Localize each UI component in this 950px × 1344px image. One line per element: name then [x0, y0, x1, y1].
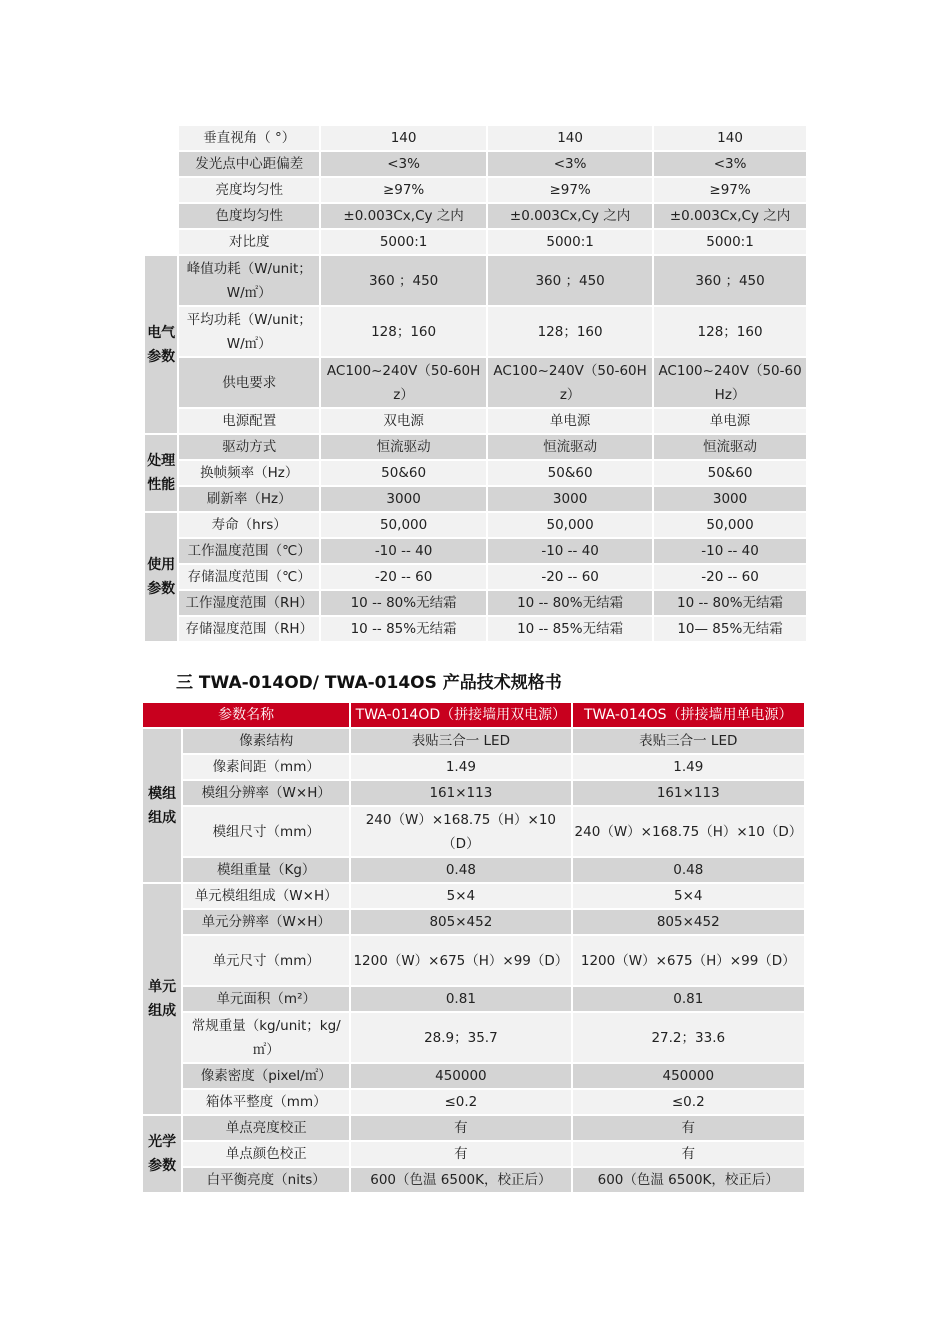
spec-table-continued: [143, 124, 808, 643]
value-cell: 0.81: [351, 987, 570, 1011]
table-row: [143, 1142, 804, 1166]
param-label: 白平衡亮度（nits）: [183, 1168, 349, 1192]
param-label: 像素密度（pixel/㎡）: [183, 1064, 349, 1088]
param-label: 驱动方式: [179, 435, 319, 459]
value-cell: 1200（W）×675（H）×99（D）: [573, 936, 804, 985]
param-label: 存储湿度范围（RH）: [179, 617, 319, 641]
table-row: [145, 539, 806, 563]
table-row: [145, 358, 806, 407]
param-label: 单点亮度校正: [183, 1116, 349, 1140]
value-cell: 600（色温 6500K，校正后）: [351, 1168, 570, 1192]
value-cell: 10 -- 85%无结霜: [488, 617, 652, 641]
blank-category-cell: [145, 230, 177, 254]
value-cell: 50,000: [321, 513, 486, 537]
value-cell: -20 -- 60: [654, 565, 806, 589]
value-cell: 有: [573, 1142, 804, 1166]
param-label: 箱体平整度（mm）: [183, 1090, 349, 1114]
value-cell: 10— 85%无结霜: [654, 617, 806, 641]
value-cell: 360 ；450: [321, 256, 486, 305]
value-cell: ≥97%: [654, 178, 806, 202]
category-optical: 光学参数: [143, 1116, 181, 1192]
value-cell: 161×113: [573, 781, 804, 805]
blank-category-cell: [145, 178, 177, 202]
value-cell: AC100~240V（50-60Hz）: [488, 358, 652, 407]
table-row: [145, 307, 806, 356]
table-row: [143, 910, 804, 934]
table-row: [143, 936, 804, 985]
value-cell: ≤0.2: [573, 1090, 804, 1114]
value-cell: 27.2；33.6: [573, 1013, 804, 1062]
param-label: 工作温度范围（℃）: [179, 539, 319, 563]
value-cell: 450000: [573, 1064, 804, 1088]
value-cell: 5000:1: [654, 230, 806, 254]
value-cell: 10 -- 80%无结霜: [321, 591, 486, 615]
table-row: [145, 204, 806, 228]
section-title: 三 TWA-014OD/ TWA-014OS 产品技术规格书: [176, 673, 562, 693]
table-row: [143, 781, 804, 805]
param-label: 对比度: [179, 230, 319, 254]
table-row: [145, 256, 806, 305]
param-label: 像素间距（mm）: [183, 755, 349, 779]
value-cell: 双电源: [321, 409, 486, 433]
value-cell: 0.81: [573, 987, 804, 1011]
value-cell: -10 -- 40: [321, 539, 486, 563]
value-cell: 表贴三合一 LED: [351, 729, 570, 753]
table-row: [145, 230, 806, 254]
value-cell: 128；160: [488, 307, 652, 356]
param-label: 单元模组组成（W×H）: [183, 884, 349, 908]
table-row: [143, 755, 804, 779]
value-cell: 有: [351, 1116, 570, 1140]
table-row: [143, 729, 804, 753]
value-cell: ±0.003Cx,Cy 之内: [321, 204, 486, 228]
value-cell: <3%: [321, 152, 486, 176]
table-row: [143, 858, 804, 882]
param-label: 模组分辨率（W×H）: [183, 781, 349, 805]
table-row: [145, 152, 806, 176]
value-cell: <3%: [654, 152, 806, 176]
value-cell: 240（W）×168.75（H）×10（D）: [351, 807, 570, 856]
value-cell: 恒流驱动: [654, 435, 806, 459]
value-cell: AC100~240V（50-60Hz）: [654, 358, 806, 407]
table-row: [143, 1064, 804, 1088]
value-cell: 0.48: [573, 858, 804, 882]
table-row: [145, 487, 806, 511]
table-row: [143, 1090, 804, 1114]
param-label: 单元尺寸（mm）: [183, 936, 349, 985]
value-cell: 有: [573, 1116, 804, 1140]
param-label: 色度均匀性: [179, 204, 319, 228]
value-cell: 360 ；450: [654, 256, 806, 305]
blank-category-cell: [145, 126, 177, 150]
param-label: 常规重量（kg/unit；kg/㎡）: [183, 1013, 349, 1062]
param-label: 单元面积（m²）: [183, 987, 349, 1011]
table-row: [143, 987, 804, 1011]
value-cell: 1.49: [573, 755, 804, 779]
value-cell: 10 -- 80%无结霜: [488, 591, 652, 615]
header-param-name: 参数名称: [143, 703, 349, 727]
value-cell: <3%: [488, 152, 652, 176]
header-row: [143, 703, 804, 727]
value-cell: 50,000: [654, 513, 806, 537]
value-cell: ±0.003Cx,Cy 之内: [488, 204, 652, 228]
value-cell: 3000: [488, 487, 652, 511]
table-row: [143, 807, 804, 856]
table-row: [145, 178, 806, 202]
value-cell: ≤0.2: [351, 1090, 570, 1114]
value-cell: 140: [654, 126, 806, 150]
value-cell: 5×4: [351, 884, 570, 908]
param-label: 单元分辨率（W×H）: [183, 910, 349, 934]
param-label: 存储温度范围（℃）: [179, 565, 319, 589]
header-model-os: TWA-014OS（拼接墙用单电源）: [573, 703, 804, 727]
table-row: [143, 1013, 804, 1062]
value-cell: 600（色温 6500K，校正后）: [573, 1168, 804, 1192]
value-cell: ≥97%: [488, 178, 652, 202]
value-cell: 恒流驱动: [488, 435, 652, 459]
value-cell: 1200（W）×675（H）×99（D）: [351, 936, 570, 985]
value-cell: 28.9；35.7: [351, 1013, 570, 1062]
value-cell: 360 ；450: [488, 256, 652, 305]
value-cell: 240（W）×168.75（H）×10（D）: [573, 807, 804, 856]
value-cell: 3000: [654, 487, 806, 511]
table-row: [145, 513, 806, 537]
table-row: [145, 565, 806, 589]
category-processing: 处理性能: [145, 435, 177, 511]
param-label: 像素结构: [183, 729, 349, 753]
value-cell: -10 -- 40: [488, 539, 652, 563]
param-label: 垂直视角（ °）: [179, 126, 319, 150]
value-cell: 50&60: [654, 461, 806, 485]
category-unit: 单元组成: [143, 884, 181, 1114]
value-cell: -20 -- 60: [488, 565, 652, 589]
value-cell: 10 -- 80%无结霜: [654, 591, 806, 615]
value-cell: -10 -- 40: [654, 539, 806, 563]
param-label: 工作湿度范围（RH）: [179, 591, 319, 615]
blank-category-cell: [145, 204, 177, 228]
category-electrical: 电气参数: [145, 256, 177, 433]
value-cell: 161×113: [351, 781, 570, 805]
value-cell: 140: [488, 126, 652, 150]
param-label: 电源配置: [179, 409, 319, 433]
value-cell: 有: [351, 1142, 570, 1166]
param-label: 模组尺寸（mm）: [183, 807, 349, 856]
spec-table-twa-014: [141, 701, 806, 1194]
table-row: [143, 1116, 804, 1140]
value-cell: 5000:1: [488, 230, 652, 254]
value-cell: 128；160: [654, 307, 806, 356]
table-row: [145, 591, 806, 615]
value-cell: 恒流驱动: [321, 435, 486, 459]
value-cell: 1.49: [351, 755, 570, 779]
table-row: [145, 435, 806, 459]
table-row: [143, 1168, 804, 1192]
value-cell: 805×452: [573, 910, 804, 934]
value-cell: 单电源: [654, 409, 806, 433]
value-cell: ≥97%: [321, 178, 486, 202]
param-label: 发光点中心距偏差: [179, 152, 319, 176]
value-cell: 0.48: [351, 858, 570, 882]
param-label: 平均功耗（W/unit；W/㎡）: [179, 307, 319, 356]
param-label: 单点颜色校正: [183, 1142, 349, 1166]
blank-category-cell: [145, 152, 177, 176]
header-model-od: TWA-014OD（拼接墙用双电源）: [351, 703, 570, 727]
value-cell: 450000: [351, 1064, 570, 1088]
category-usage: 使用参数: [145, 513, 177, 641]
param-label: 供电要求: [179, 358, 319, 407]
param-label: 刷新率（Hz）: [179, 487, 319, 511]
value-cell: 50&60: [321, 461, 486, 485]
category-module: 模组组成: [143, 729, 181, 882]
value-cell: 3000: [321, 487, 486, 511]
param-label: 亮度均匀性: [179, 178, 319, 202]
param-label: 峰值功耗（W/unit；W/㎡）: [179, 256, 319, 305]
table-row: [145, 617, 806, 641]
table-row: [145, 461, 806, 485]
value-cell: 140: [321, 126, 486, 150]
value-cell: 单电源: [488, 409, 652, 433]
value-cell: -20 -- 60: [321, 565, 486, 589]
value-cell: 5000:1: [321, 230, 486, 254]
value-cell: 5×4: [573, 884, 804, 908]
param-label: 寿命（hrs）: [179, 513, 319, 537]
table-row: [145, 126, 806, 150]
value-cell: AC100~240V（50-60Hz）: [321, 358, 486, 407]
value-cell: 50,000: [488, 513, 652, 537]
value-cell: 10 -- 85%无结霜: [321, 617, 486, 641]
param-label: 模组重量（Kg）: [183, 858, 349, 882]
value-cell: 50&60: [488, 461, 652, 485]
table-row: [143, 884, 804, 908]
value-cell: 表贴三合一 LED: [573, 729, 804, 753]
param-label: 换帧频率（Hz）: [179, 461, 319, 485]
table-row: [145, 409, 806, 433]
value-cell: 805×452: [351, 910, 570, 934]
value-cell: ±0.003Cx,Cy 之内: [654, 204, 806, 228]
value-cell: 128；160: [321, 307, 486, 356]
